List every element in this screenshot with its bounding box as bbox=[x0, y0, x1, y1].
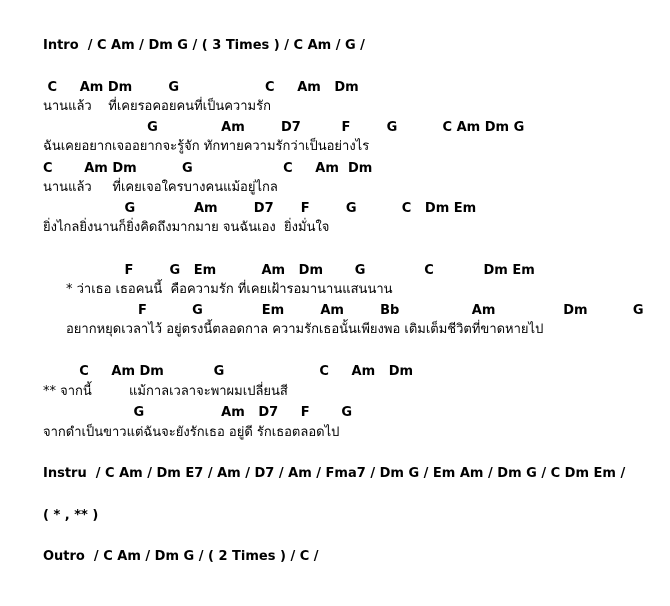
bridge-lyrics-2: จากดำเป็นขาวแต่ฉันจะยังรักเธอ อยู่ดี รักเธอตลอดไป bbox=[43, 425, 340, 440]
bridge-lyrics-1: ** จากนี้ แม้กาลเวลาจะพาผมเปลี่ยนสี bbox=[43, 384, 288, 399]
bridge-chords-1: C Am Dm G C Am Dm bbox=[43, 364, 414, 379]
verse1-lyrics-1: นานแล้ว ที่เคยรอคอยคนที่เป็นความรัก bbox=[43, 99, 271, 114]
verse1-lyrics-4: ยิ่งไกลยิ่งนานก็ยิ่งคิดถึงมากมาย จนฉันเอง ยิ่งมั่นใจ bbox=[43, 220, 330, 235]
verse1-chords-3: C Am Dm G C Am Dm bbox=[43, 161, 373, 176]
chorus-chords-2: F G Em Am Bb Am Dm G bbox=[43, 303, 644, 318]
instru-line: Instru / C Am / Dm E7 / Am / D7 / Am / Fma7 / Dm G / Em Am / Dm G / C Dm Em / bbox=[43, 466, 626, 481]
verse1-chords-1: C Am Dm G C Am Dm bbox=[43, 80, 359, 95]
verse1-chords-2: G Am D7 F G C Am Dm G bbox=[43, 120, 525, 135]
verse1-chords-4: G Am D7 F G C Dm Em bbox=[43, 201, 477, 216]
verse1-lyrics-3: นานแล้ว ที่เคยเจอใครบางคนแม้อยู่ไกล bbox=[43, 180, 278, 195]
outro-line: Outro / C Am / Dm G / ( 2 Times ) / C / bbox=[43, 549, 319, 564]
chorus-lyrics-2: อยากหยุดเวลาไว้ อยู่ตรงนี้ตลอดกาล ความรักเธอนั้นเพียงพอ เติมเต็มชีวิตที่ขาดหายไป bbox=[66, 322, 544, 337]
bridge-chords-2: G Am D7 F G bbox=[43, 405, 353, 420]
chorus-chords-1: F G Em Am Dm G C Dm Em bbox=[43, 263, 535, 278]
verse1-lyrics-2: ฉันเคยอยากเจออยากจะรู้จัก ทักทายความรักว่าเป็นอย่างไร bbox=[43, 139, 370, 154]
intro-line: Intro / C Am / Dm G / ( 3 Times ) / C Am / G / bbox=[43, 38, 365, 53]
repeat-marker: ( * , ** ) bbox=[43, 508, 99, 523]
chorus-lyrics-1: * ว่าเธอ เธอคนนี้ คือความรัก ที่เคยเฝ้ารอมานานแสนนาน bbox=[66, 282, 393, 297]
